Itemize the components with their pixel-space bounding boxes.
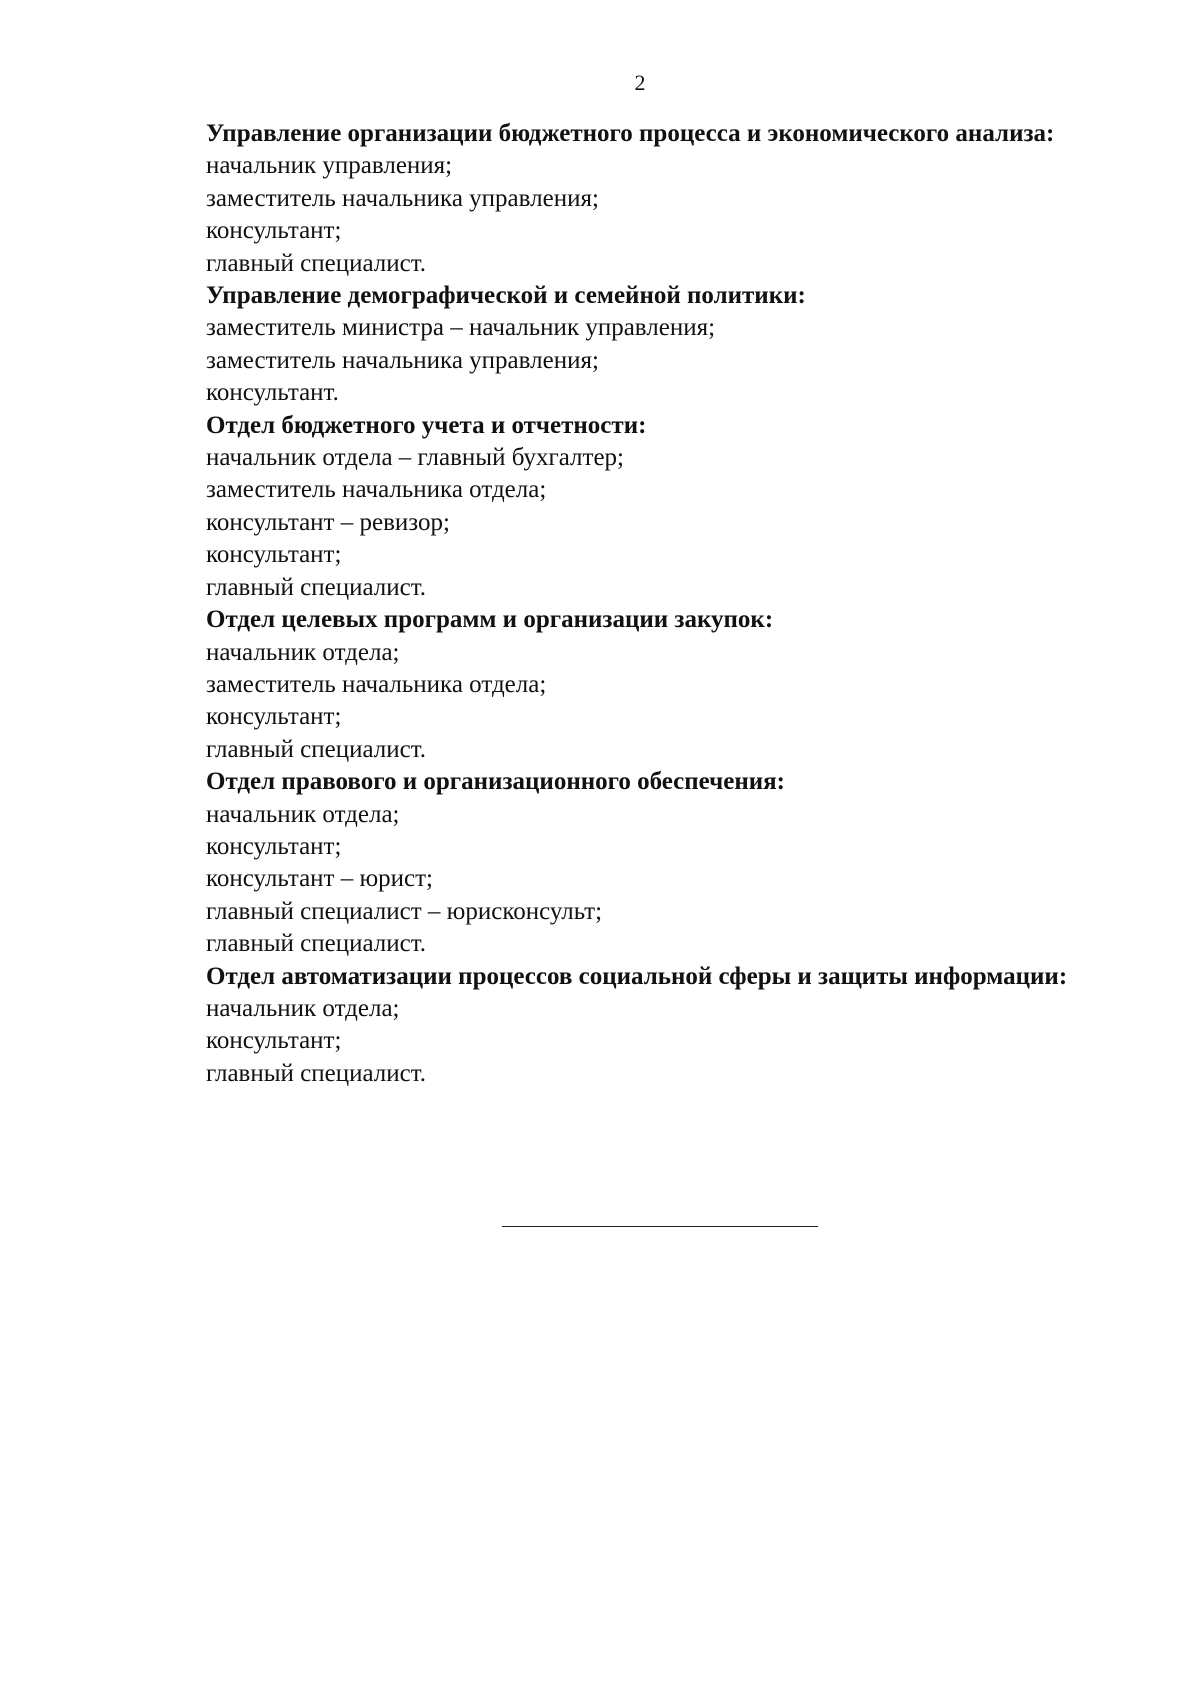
list-item: главный специалист – юрисконсульт; xyxy=(206,897,603,925)
list-item: консультант; xyxy=(206,1027,342,1055)
section-title: Отдел бюджетного учета и отчетности: xyxy=(206,411,647,439)
list-item: заместитель начальника управления; xyxy=(206,184,599,212)
end-separator-line xyxy=(502,1226,818,1227)
section-target-programs xyxy=(146,604,1131,766)
list-item: консультант – ревизор; xyxy=(206,508,450,536)
list-item: главный специалист. xyxy=(206,930,427,958)
list-item: главный специалист. xyxy=(206,573,427,601)
list-item: заместитель начальника управления; xyxy=(206,346,599,374)
list-item: консультант – юрист; xyxy=(206,865,434,893)
section-title: Отдел автоматизации процессов социальной сферы и защиты информации: xyxy=(206,962,1068,990)
list-item: консультант; xyxy=(206,217,342,245)
list-item: начальник отдела; xyxy=(206,800,400,828)
section-demographic-policy xyxy=(146,280,1131,410)
list-item: заместитель начальника отдела; xyxy=(206,670,547,698)
list-item: начальник отдела; xyxy=(206,638,400,666)
section-budget-process xyxy=(146,118,1131,280)
document-body xyxy=(146,118,1131,1090)
list-item: консультант; xyxy=(206,703,342,731)
list-item: заместитель министра – начальник управления; xyxy=(206,314,716,342)
list-item: главный специалист. xyxy=(206,1059,427,1087)
section-budget-accounting xyxy=(146,410,1131,604)
section-title: Отдел целевых программ и организации закупок: xyxy=(206,606,774,634)
list-item: консультант; xyxy=(206,832,342,860)
section-legal-support xyxy=(146,766,1131,960)
list-item: главный специалист. xyxy=(206,735,427,763)
list-item: заместитель начальника отдела; xyxy=(206,476,547,504)
list-item: консультант. xyxy=(206,379,339,407)
list-item: начальник управления; xyxy=(206,152,453,180)
list-item: начальник отдела; xyxy=(206,994,400,1022)
list-item: консультант; xyxy=(206,541,342,569)
page-number: 2 xyxy=(634,70,646,95)
list-item: главный специалист. xyxy=(206,249,427,277)
section-title: Отдел правового и организационного обеспечения: xyxy=(206,768,786,796)
section-automation xyxy=(146,961,1131,1091)
section-title: Управление организации бюджетного процесса и экономического анализа: xyxy=(206,120,1055,147)
section-title: Управление демографической и семейной политики: xyxy=(206,282,806,310)
list-item: начальник отдела – главный бухгалтер; xyxy=(206,444,624,472)
